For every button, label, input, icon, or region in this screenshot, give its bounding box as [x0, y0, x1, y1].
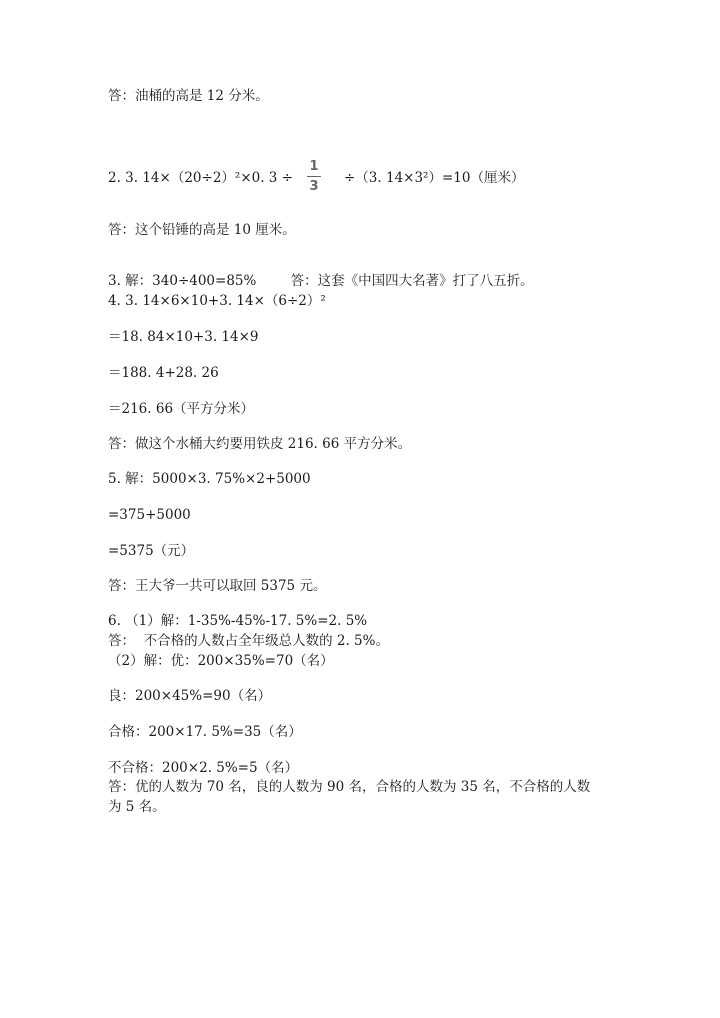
equation-line-2-part2: ÷（3. 14×3²）=10（厘米） — [344, 170, 525, 186]
step-line-5a: =375+5000 — [108, 507, 191, 523]
equation-line-2-part1: 2. 3. 14×（20÷2）²×0. 3 ÷ — [108, 170, 293, 186]
fraction-one-third — [306, 160, 322, 194]
fraction-numerator: 1 — [309, 159, 319, 174]
step-line-4c: ＝216. 66（平方分米） — [108, 401, 255, 417]
step-line-6-good: 良：200×45%=90（名） — [108, 688, 272, 704]
answer-line-6-a: 答：优的人数为 70 名，良的人数为 90 名，合格的人数为 35 名，不合格的人数 — [108, 779, 591, 795]
solution-line-3: 3. 解：340÷400=85% 答：这套《中国四大名著》打了八五折。 — [108, 273, 534, 289]
answer-line-2: 答：这个铅锤的高是 10 厘米。 — [108, 222, 296, 238]
fraction-denominator: 3 — [309, 179, 319, 194]
equation-line-5: 5. 解：5000×3. 75%×2+5000 — [108, 471, 311, 487]
step-line-6-pass: 合格：200×17. 5%=35（名） — [108, 724, 302, 740]
answer-line-6-b: 为 5 名。 — [108, 799, 166, 815]
fraction-bar — [307, 176, 321, 177]
answer-line-5: 答：王大爷一共可以取回 5375 元。 — [108, 578, 327, 594]
step-line-5b: =5375（元） — [108, 543, 195, 559]
step-line-4a: ＝18. 84×10+3. 14×9 — [108, 329, 259, 345]
step-line-4b: ＝188. 4+28. 26 — [108, 365, 219, 381]
answer-line-6-1: 答： 不合格的人数占全年级总人数的 2. 5%。 — [108, 633, 389, 649]
equation-line-4: 4. 3. 14×6×10+3. 14×（6÷2）² — [108, 293, 326, 309]
solution-line-6-2: （2）解：优：200×35%=70（名） — [108, 653, 334, 669]
solution-line-6-1: 6. （1）解：1-35%-45%-17. 5%=2. 5% — [108, 613, 368, 629]
answer-line-1: 答：油桶的高是 12 分米。 — [108, 88, 269, 104]
answer-line-4: 答：做这个水桶大约要用铁皮 216. 66 平方分米。 — [108, 436, 412, 452]
step-line-6-fail: 不合格：200×2. 5%=5（名） — [108, 760, 299, 776]
